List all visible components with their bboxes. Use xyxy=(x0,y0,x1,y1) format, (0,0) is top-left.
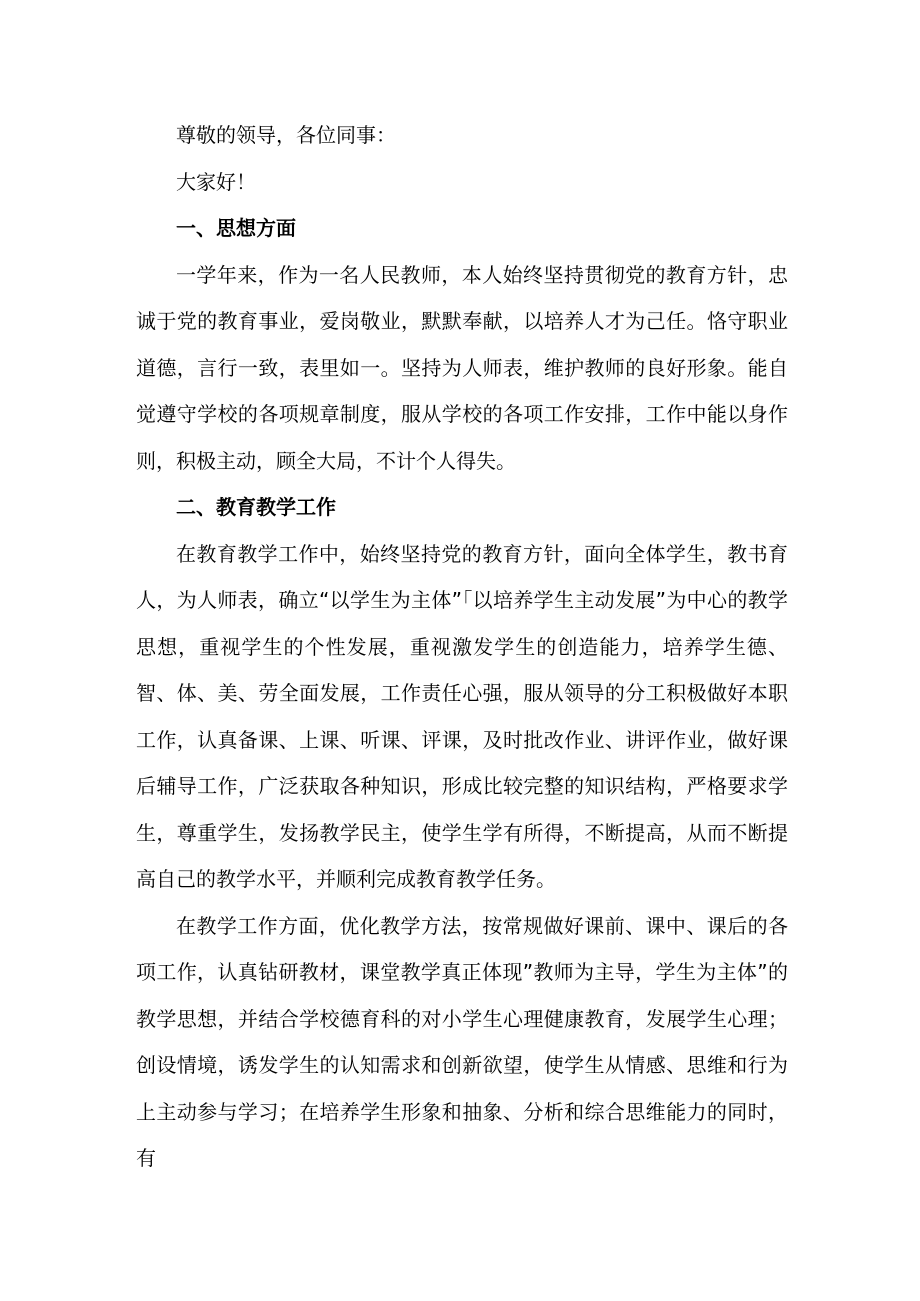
section-paragraph-teaching-2: 在教学工作方面，优化教学方法，按常规做好课前、课中、课后的各项工作，认真钻研教材，课堂教学真正体现”教师为主导，学生为主体”的教学思想，并结合学校德育科的对小学生心理健康教育，发展学生心理；创设情境，诱发学生的认知需求和创新欲望，使学生从情感、思维和行为上主动参与学习；在培养学生形象和抽象、分析和综合思维能力的同时，有 xyxy=(136,913,788,1170)
section-paragraph-teaching-1: 在教育教学工作中，始终坚持党的教育方针，面向全体学生，教书育人，为人师表，确立“以学生为主体”「以培养学生主动发展”为中心的教学思想，重视学生的个性发展，重视激发学生的创造能力，培养学生德、智、体、美、劳全面发展，工作责任心强，服从领导的分工积极做好本职工作，认真备课、上课、听课、评课，及时批改作业、讲评作业，做好课后辅导工作，广泛获取各种知识，形成比较完整的知识结构，严格要求学生，尊重学生，发扬教学民主，使学生学有所得，不断提高，从而不断提高自己的教学水平，并顺利完成教育教学任务。 xyxy=(136,541,788,891)
section-paragraph-thought: 一学年来，作为一名人民教师，本人始终坚持贯彻党的教育方针，忠诚于党的教育事业，爱岗敬业，默默奉献，以培养人才为己任。恪守职业道德，言行一致，表里如一。坚持为人师表，维护教师的良好形象。能自觉遵守学校的各项规章制度，服从学校的各项工作安排，工作中能以身作则，积极主动，顾全大局，不计个人得失。 xyxy=(136,262,788,473)
section-heading-thought: 一、思想方面 xyxy=(176,216,296,240)
document-body xyxy=(136,112,788,1182)
hello-line: 大家好！ xyxy=(176,169,256,194)
section-heading-teaching: 二、教育教学工作 xyxy=(176,495,336,519)
greeting-line: 尊敬的领导，各位同事： xyxy=(176,123,396,147)
